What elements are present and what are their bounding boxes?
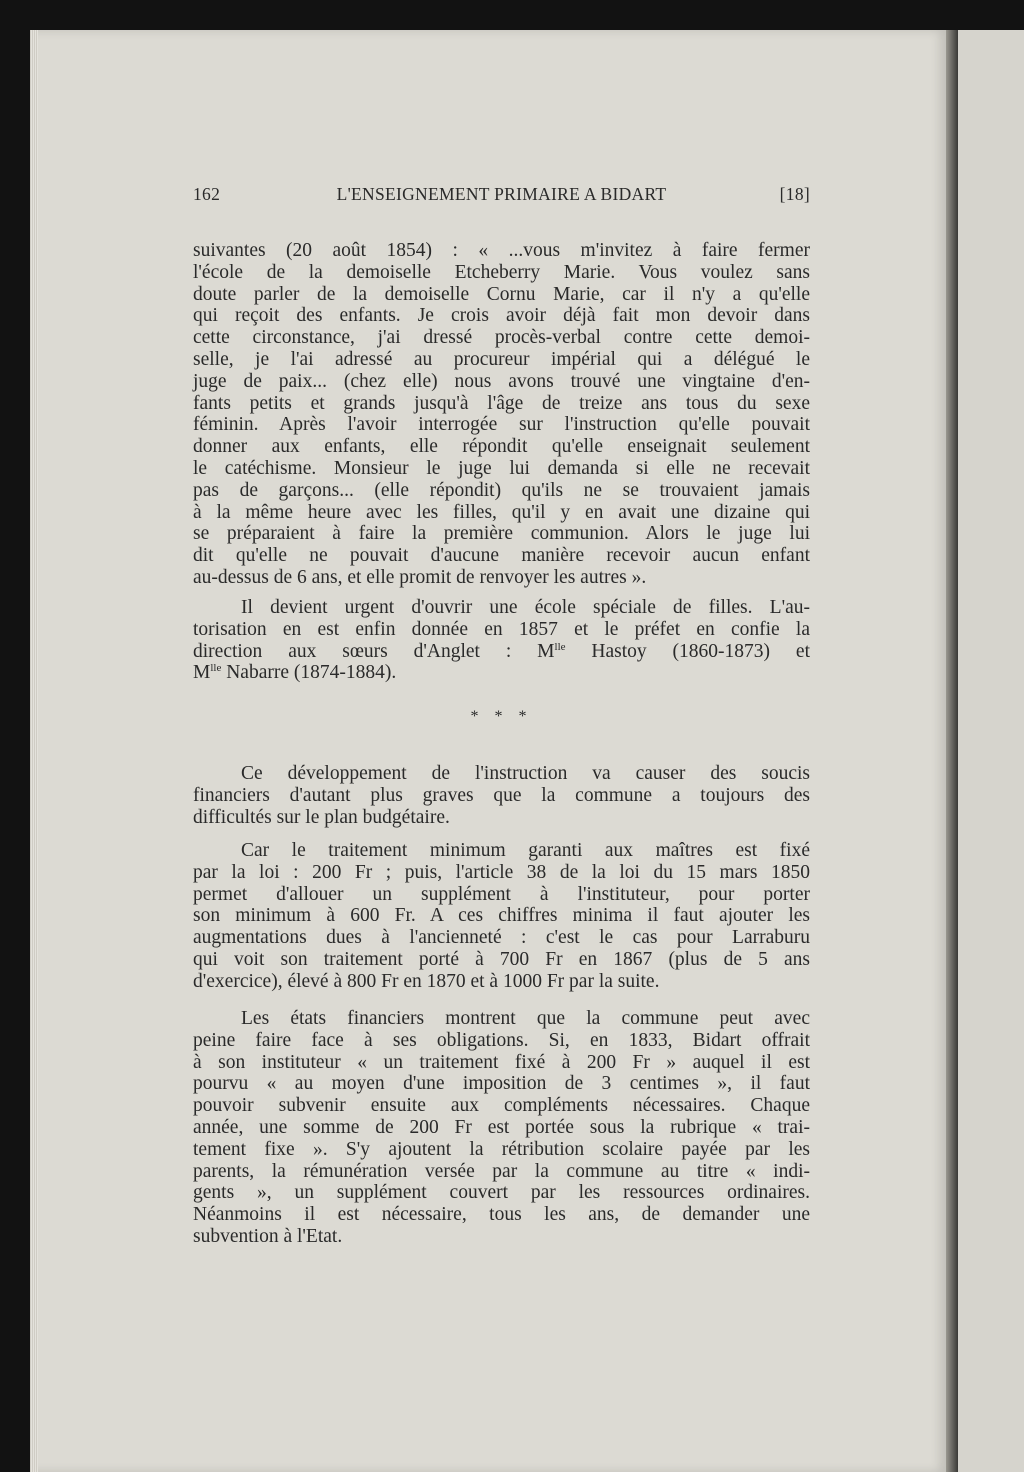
text-line: qui reçoit des enfants. Je crois avoir déjà fait mon devoir dans xyxy=(193,305,810,327)
text-line: subvention à l'Etat. xyxy=(193,1225,343,1247)
text-line: doute parler de la demoiselle Cornu Marie, car il n'y a qu'elle xyxy=(193,283,810,305)
superscript: lle xyxy=(210,662,222,675)
text-line: Ce développement de l'instruction va causer des soucis xyxy=(241,763,810,784)
text-line: selle, je l'ai adressé au procureur impérial qui a délégué le xyxy=(193,348,810,370)
text-line: à son instituteur « un traitement fixé à 200 Fr » auquel il est xyxy=(193,1051,810,1073)
text-segment: Hastoy (1860-1873) et xyxy=(565,640,810,662)
text-line: le catéchisme. Monsieur le juge lui demanda si elle ne recevait xyxy=(193,457,810,479)
paragraph-salary xyxy=(193,840,810,993)
text-segment: direction aux sœurs d'Anglet : M xyxy=(193,640,555,662)
text-line: féminin. Après l'avoir interrogée sur l'instruction qu'elle pouvait xyxy=(193,414,810,436)
text-line: difficultés sur le plan budgétaire. xyxy=(193,806,450,828)
paragraph-quote-continuation xyxy=(193,240,810,589)
text-line: Il devient urgent d'ouvrir une école spéciale de filles. L'au- xyxy=(241,597,810,618)
text-line: par la loi : 200 Fr ; puis, l'article 38 de la loi du 15 mars 1850 xyxy=(193,861,810,883)
text-line xyxy=(193,641,810,663)
text-line: gents », un supplément couvert par les ressources ordinaires. xyxy=(193,1182,810,1204)
text-line: augmentations dues à l'ancienneté : c'est le cas pour Larraburu xyxy=(193,927,810,949)
text-line: Les états financiers montrent que la commune peut avec xyxy=(241,1008,810,1029)
facing-page-edge xyxy=(958,30,1024,1472)
text-segment: Nabarre (1874-1884). xyxy=(221,662,397,684)
text-line: torisation en est enfin donnée en 1857 et le préfet en confie la xyxy=(193,618,810,640)
page-number: 162 xyxy=(193,184,221,204)
section-separator: * * * xyxy=(470,708,533,725)
paragraph-financial-concerns xyxy=(193,763,810,828)
section-number: [18] xyxy=(779,184,810,204)
text-line: financiers d'autant plus graves que la commune a toujours des xyxy=(193,784,810,806)
text-line: l'école de la demoiselle Etcheberry Marie. Vous voulez sans xyxy=(193,261,810,283)
text-line xyxy=(193,662,810,684)
text-line: qui voit son traitement porté à 700 Fr en 1867 (plus de 5 ans xyxy=(193,948,810,970)
paragraph-girls-school xyxy=(193,597,810,684)
text-line: Car le traitement minimum garanti aux maîtres est fixé xyxy=(241,840,810,861)
text-line: suivantes (20 août 1854) : « ...vous m'invitez à faire fermer xyxy=(193,240,810,261)
text-line: d'exercice), élevé à 800 Fr en 1870 et à 1000 Fr par la suite. xyxy=(193,970,660,992)
text-line: permet d'allouer un supplément à l'instituteur, pour porter xyxy=(193,883,810,905)
paragraph-financial-statements xyxy=(193,1008,810,1248)
text-line: fants petits et grands jusqu'à l'âge de treize ans tous du sexe xyxy=(193,392,810,414)
running-header xyxy=(193,184,810,208)
text-line: son minimum à 600 Fr. A ces chiffres minima il faut ajouter les xyxy=(193,905,810,927)
text-line: pouvoir subvenir ensuite aux compléments nécessaires. Chaque xyxy=(193,1095,810,1117)
text-line: année, une somme de 200 Fr est portée sous la rubrique « trai- xyxy=(193,1116,810,1138)
text-line: se préparaient à faire la première communion. Alors le juge lui xyxy=(193,523,810,545)
text-line: dit qu'elle ne pouvait d'aucune manière recevoir aucun enfant xyxy=(193,545,810,567)
text-line: juge de paix... (chez elle) nous avons trouvé une vingtaine d'en- xyxy=(193,370,810,392)
text-line: donner aux enfants, elle répondit qu'elle enseignait seulement xyxy=(193,436,810,458)
text-line: parents, la rémunération versée par la commune au titre « indi- xyxy=(193,1160,810,1182)
book-gutter xyxy=(946,30,958,1472)
text-line: pourvu « au moyen d'une imposition de 3 centimes », il faut xyxy=(193,1073,810,1095)
text-line: à la même heure avec les filles, qu'il y en avait une dizaine qui xyxy=(193,501,810,523)
text-line: au-dessus de 6 ans, et elle promit de renvoyer les autres ». xyxy=(193,566,647,588)
text-line: peine faire face à ses obligations. Si, en 1833, Bidart offrait xyxy=(193,1029,810,1051)
page-edges xyxy=(30,30,38,1472)
text-line: Néanmoins il est nécessaire, tous les ans, de demander une xyxy=(193,1204,810,1226)
superscript: lle xyxy=(554,640,566,653)
text-line: tement fixe ». S'y ajoutent la rétribution scolaire payée par les xyxy=(193,1138,810,1160)
text-line: cette circonstance, j'ai dressé procès-verbal contre cette demoi- xyxy=(193,327,810,349)
text-line: pas de garçons... (elle répondit) qu'ils ne se trouvaient jamais xyxy=(193,479,810,501)
running-title: L'ENSEIGNEMENT PRIMAIRE A BIDART xyxy=(336,184,667,204)
text-segment: M xyxy=(193,662,211,684)
